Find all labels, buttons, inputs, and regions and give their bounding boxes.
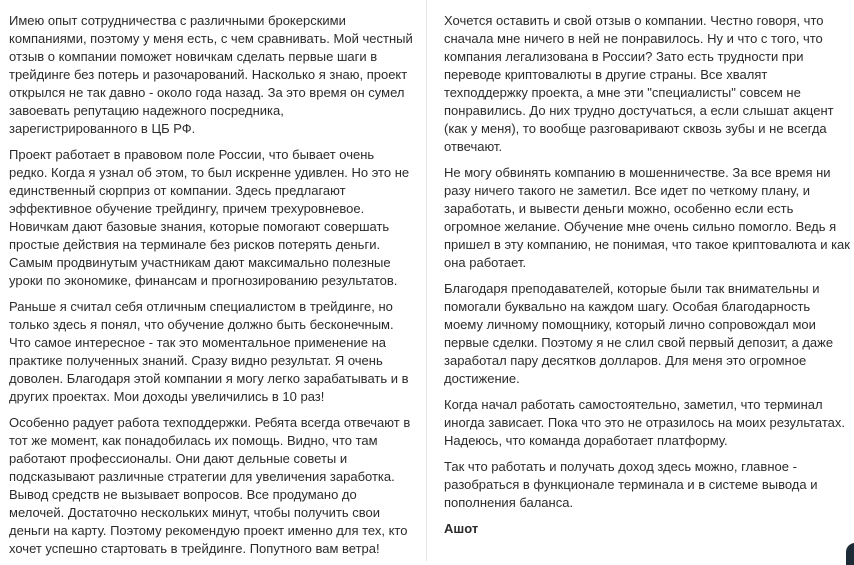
review-paragraph: Особенно радует работа техподдержки. Ребята всегда отвечают в тот же момент, как понадобилась их помощь. Видно, что там работают профессионалы. Они дают дельные советы и подсказывают различные стратегии для увеличения заработка. Вывод средств не вызывает вопросов. Все продумано до мелочей. Достаточно нескольких минут, чтобы получить свои деньги на карту. Поэтому рекомендую проект именно для тех, кто хочет успешно стартовать в трейдинге. Попутного вам ветра! <box>9 415 411 556</box>
review-left <box>0 0 423 561</box>
column-divider <box>426 0 427 561</box>
chat-widget-button[interactable] <box>846 543 854 565</box>
review-paragraph: Имею опыт сотрудничества с различными брокерскими компаниями, поэтому у меня есть, с чем сравнивать. Мой честный отзыв о компании поможет новичкам сделать первые шаги в трейдинге без потерь и разочарований. Насколько я знаю, проект открылся не так давно - около года назад. За это время он сумел завоевать репутацию надежного посредника, зарегистрированного в ЦБ РФ. <box>9 13 413 136</box>
review-paragraph: Проект работает в правовом поле России, что бывает очень редко. Когда я узнал об этом, то был искренне удивлен. Но это не единственный сюрприз от компании. Здесь предлагают эффективное обучение трейдингу, причем трехуровневое. Новичкам дают базовые знания, которые помогают совершать простые действия на терминале без рисков потерять деньги. Самым продвинутым участникам дают максимально полезные уроки по экономике, финансам и прогнозированию результатов. <box>9 147 410 288</box>
review-right <box>434 0 854 561</box>
review-paragraph: Так что работать и получать доход здесь можно, главное - разобраться в функционале терминала и в системе вывода и пополнения баланса. <box>444 459 818 510</box>
review-paragraph: Не могу обвинять компанию в мошенничестве. За все время ни разу ничего такого не заметил. Все идет по четкому плану, и заработать, и вывести деньги можно, особенно если есть огромное желание. Обучение мне очень сильно помогло. Ведь я пришел в эту компанию, не понимая, что такое криптовалюта и как она работает. <box>444 165 850 270</box>
review-paragraph: Раньше я считал себя отличным специалистом в трейдинге, но только здесь я понял, что обучение должно быть бесконечным. Что самое интересное - так это моментальное применение на практике полученных знаний. Сразу видно результат. Я очень доволен. Благодаря этой компании я могу легко зарабатывать и в других проектах. Мои доходы увеличились в 10 раз! <box>9 299 409 404</box>
review-author: Ашот <box>444 521 479 536</box>
review-paragraph: Благодаря преподавателей, которые были так внимательны и помогали буквально на каждом шагу. Особая благодарность моему личному помощнику, который лично сопровождал мои первые сделки. Поэтому я не слил свой первый депозит, а даже заработал пару десятков долларов. Для меня это огромное достижение. <box>444 281 834 386</box>
review-paragraph: Хочется оставить и свой отзыв о компании. Честно говоря, что сначала мне ничего в ней не понравилось. Ну и что с того, что компания легализована в России? Зато есть трудности при переводе криптовалюты в другие страны. Все хвалят техподдержку проекта, а мне эти "специалисты" совсем не понравились. До них трудно достучаться, а если слышат акцент (как у меня), то вообще разговаривают сквозь зубы и не всегда отвечают. <box>444 13 834 154</box>
review-paragraph: Когда начал работать самостоятельно, заметил, что терминал иногда зависает. Пока что это не отразилось на моих результатах. Надеюсь, что команда доработает платформу. <box>444 397 846 448</box>
